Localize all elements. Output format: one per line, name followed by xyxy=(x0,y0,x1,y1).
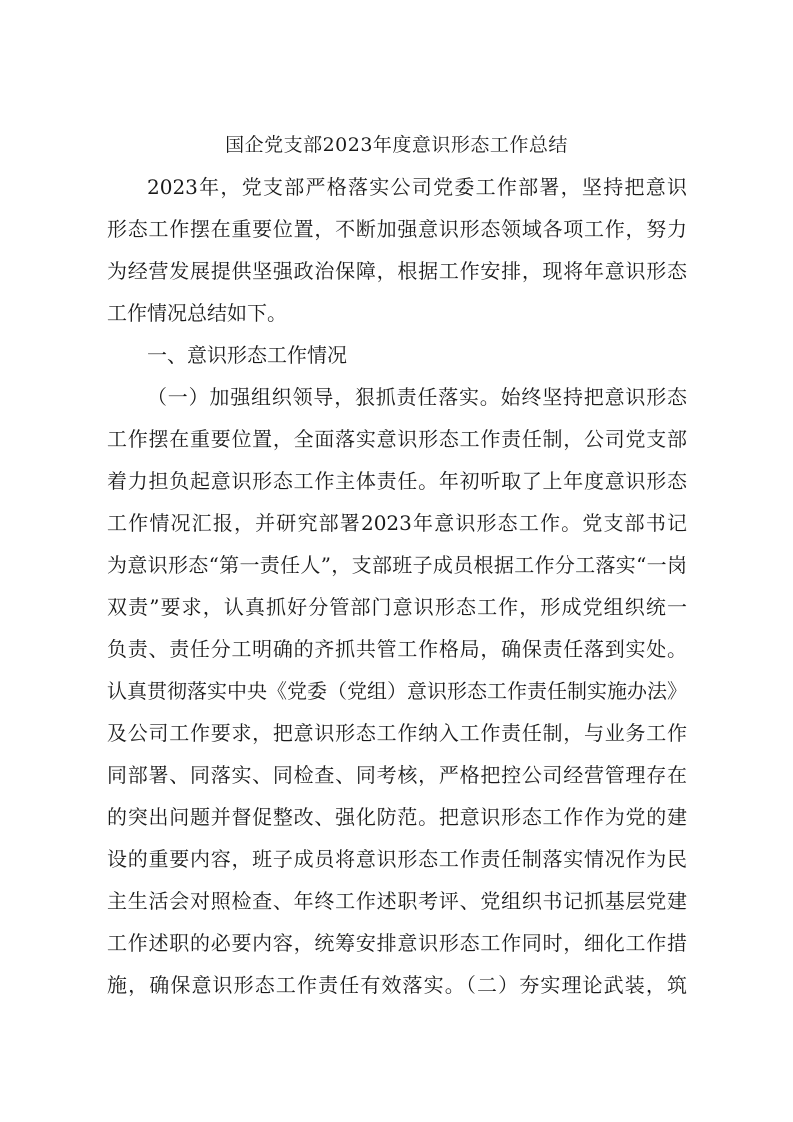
body-line-11: 的突出问题并督促整改、强化防范。把意识形态工作作为党的建 xyxy=(107,805,687,829)
body-line-6: 双责”要求，认真抓好分管部门意识形态工作，形成党组织统一 xyxy=(107,595,687,619)
body-line-1: （一）加强组织领导，狠抓责任落实。始终坚持把意识形态 xyxy=(147,385,687,409)
body-line-2: 工作摆在重要位置，全面落实意识形态工作责任制，公司党支部 xyxy=(107,427,687,451)
body-line-4: 工作情况汇报，并研究部署2023年意识形态工作。党支部书记 xyxy=(107,511,687,535)
body-line-12: 设的重要内容，班子成员将意识形态工作责任制落实情况作为民 xyxy=(107,847,687,871)
body-line-9: 及公司工作要求，把意识形态工作纳入工作责任制，与业务工作 xyxy=(107,721,687,745)
intro-line-2: 形态工作摆在重要位置，不断加强意识形态领域各项工作，努力 xyxy=(107,217,687,241)
document-title: 国企党支部2023年度意识形态工作总结 xyxy=(225,134,568,156)
intro-line-3: 为经营发展提供坚强政治保障，根据工作安排，现将年意识形态 xyxy=(107,259,687,283)
body-line-3: 着力担负起意识形态工作主体责任。年初听取了上年度意识形态 xyxy=(107,469,687,493)
body-line-14: 工作述职的必要内容，统筹安排意识形态工作同时，细化工作措 xyxy=(107,931,687,955)
body-line-10: 同部署、同落实、同检查、同考核，严格把控公司经营管理存在 xyxy=(107,763,687,787)
body-line-13: 主生活会对照检查、年终工作述职考评、党组织书记抓基层党建 xyxy=(107,889,687,913)
body-line-8: 认真贯彻落实中央《党委（党组）意识形态工作责任制实施办法》 xyxy=(107,679,687,703)
section-heading: 一、意识形态工作情况 xyxy=(147,343,347,367)
body-line-7: 负责、责任分工明确的齐抓共管工作格局，确保责任落到实处。 xyxy=(107,637,687,661)
body-line-15: 施，确保意识形态工作责任有效落实。（二）夯实理论武装，筑 xyxy=(107,973,687,997)
body-line-5: 为意识形态“第一责任人”，支部班子成员根据工作分工落实“一岗 xyxy=(107,553,687,577)
intro-line-1: 2023年，党支部严格落实公司党委工作部署，坚持把意识 xyxy=(147,175,687,199)
intro-line-4: 工作情况总结如下。 xyxy=(107,301,287,325)
